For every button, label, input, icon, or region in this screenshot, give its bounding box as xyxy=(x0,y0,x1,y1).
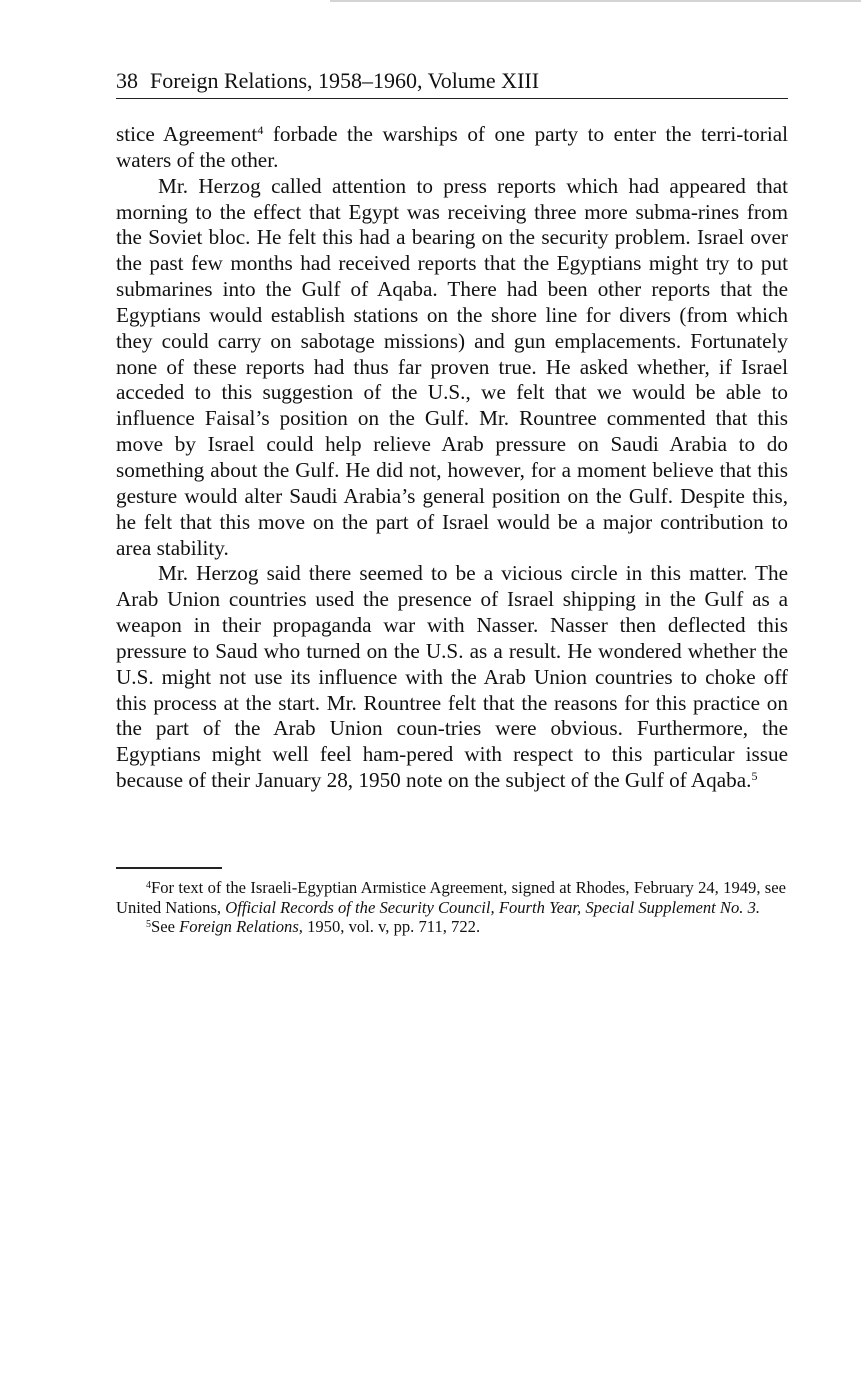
footnote-5-italic: Foreign Relations, xyxy=(179,917,303,937)
running-head xyxy=(116,66,788,99)
footnote-4-italic: Official Records of the Security Council, Fourth Year, Special Supplement No. 3. xyxy=(225,897,761,917)
paragraph-1 xyxy=(116,122,788,174)
body-text xyxy=(116,122,788,794)
footnote-ref-4: 4 xyxy=(257,123,264,137)
paragraph-1-end: forbade the warships of one party to enter the terri-torial waters of the other. xyxy=(116,122,789,172)
footnote-4-marker: 4 xyxy=(146,880,151,891)
paragraph-3-text: Mr. Herzog said there seemed to be a vicious circle in this matter. The Arab Union countries used the presence of Israel shipping in the Gulf as a weapon in their propaganda war with Nasser. Nasser then deflected this pressure to Saud who turned on the U.S. as a result. He wondered whether the U.S. might not use its influence with the Arab Union countries to choke off this process at the start. Mr. Rountree felt that the reasons for this practice on the part of the Arab Union coun-tries were obvious. Furthermore, the Egyptians might well feel ham-pered with respect to this particular issue because of their January 28, 1950 note on the subject of the Gulf of Aqaba. xyxy=(116,561,788,793)
footnote-4 xyxy=(116,878,786,917)
page-number: 38 xyxy=(116,68,138,93)
footnote-ref-5: 5 xyxy=(751,769,758,784)
volume-title: Foreign Relations, 1958–1960, Volume XIII xyxy=(150,68,540,93)
footnote-4-text: For text of the Israeli-Egyptian Armistice Agreement, signed at Rhodes, February 24, 1949, see United Nations, xyxy=(116,878,786,917)
footnote-5-tail: 1950, vol. v, pp. 711, 722. xyxy=(302,917,481,937)
paragraph-2: Mr. Herzog called attention to press reports which had appeared that morning to the effect that Egypt was receiving three more subma-rines from the Soviet bloc. He felt this had a bearing on the security problem. Israel over the past few months had received reports that the Egyptians might try to put submarines into the Gulf of Aqaba. There had been other reports that the Egyptians would establish stations on the shore line for divers (from which they could carry on sabotage missions) and gun emplacements. Fortunately none of these reports had thus far proven true. He asked whether, if Israel acceded to this suggestion of the U.S., we felt that we would be able to influence Faisal’s position on the Gulf. Mr. Rountree commented that this move by Israel could help relieve Arab pressure on Saudi Arabia to do something about the Gulf. He did not, however, for a moment believe that this gesture would alter Saudi Arabia’s general position on the Gulf. Despite this, he felt that this move on the part of Israel would be a major contribution to area stability. xyxy=(116,173,788,560)
footnote-5-text: See xyxy=(151,917,180,937)
scan-edge-line xyxy=(330,0,861,2)
footnote-5-marker: 5 xyxy=(146,919,151,931)
paragraph-3 xyxy=(116,561,788,794)
footnote-5 xyxy=(116,917,786,937)
paragraph-1-start: stice Agreement xyxy=(116,122,258,146)
footnotes xyxy=(116,878,786,937)
footnote-rule xyxy=(116,867,222,869)
